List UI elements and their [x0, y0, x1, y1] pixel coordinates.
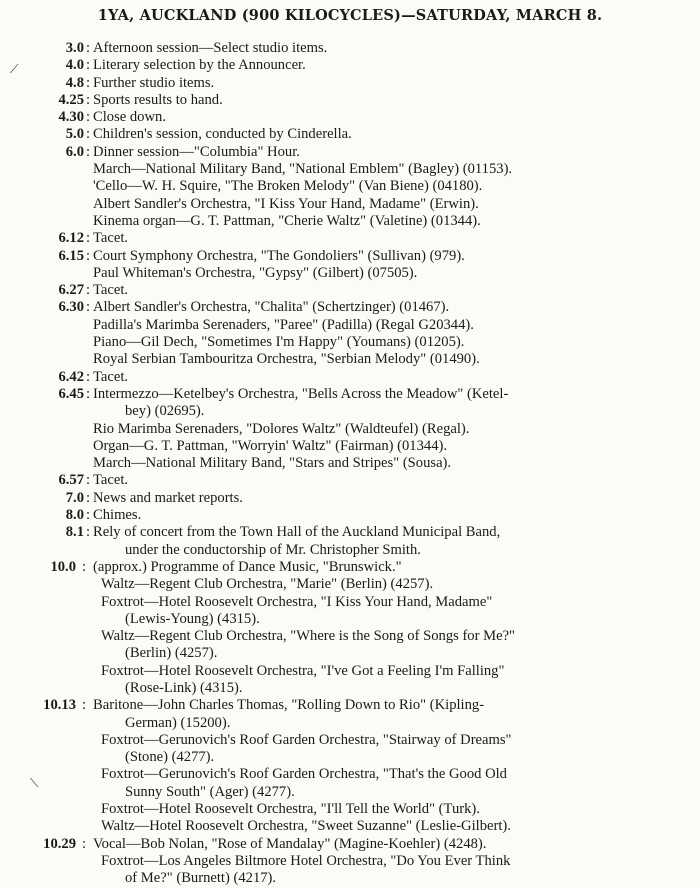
entry-text: Foxtrot—Gerunovich's Roof Garden Orchestra, "That's the Good Old: [101, 766, 507, 783]
time-separator: :: [85, 507, 91, 524]
schedule-continuation: [0, 421, 700, 438]
margin-mark: ⟍: [30, 776, 39, 790]
programme-heading: 1YA, AUCKLAND (900 KILOCYCLES)—SATURDAY, MARCH 8.: [97, 7, 603, 24]
schedule-continuation: [0, 628, 700, 645]
schedule-continuation: [0, 351, 700, 368]
entry-text: Dinner session—"Columbia" Hour.: [93, 143, 300, 160]
entry-time: 4.25: [58, 91, 84, 108]
entry-text: Organ—G. T. Pattman, "Worryin' Waltz" (Fairman) (01344).: [93, 437, 447, 454]
entry-text: Vocal—Bob Nolan, "Rose of Mandalay" (Magine-Koehler) (4248).: [93, 835, 487, 852]
entry-text: Foxtrot—Hotel Roosevelt Orchestra, "I'll Tell the World" (Turk).: [101, 801, 480, 818]
entry-time: 4.8: [65, 74, 84, 91]
time-separator: :: [85, 299, 91, 316]
entry-text: Tacet.: [93, 282, 129, 299]
programme-listing: [0, 40, 700, 888]
entry-text: News and market reports.: [93, 489, 243, 506]
schedule-entry: [0, 92, 700, 109]
entry-text: (Lewis-Young) (4315).: [125, 610, 260, 627]
entry-text: Tacet.: [93, 368, 129, 385]
schedule-continuation: [0, 196, 700, 213]
schedule-entry: [0, 472, 700, 489]
time-separator: :: [81, 697, 87, 714]
schedule-entry: [0, 507, 700, 524]
entry-text: Piano—Gil Dech, "Sometimes I'm Happy" (Youmans) (01205).: [93, 334, 465, 351]
entry-text: Chimes.: [93, 507, 142, 524]
schedule-continuation: [0, 161, 700, 178]
schedule-continuation: [0, 334, 700, 351]
schedule-entry: [0, 144, 700, 161]
schedule-entry: [0, 126, 700, 143]
entry-text: under the conductorship of Mr. Christopher Smith.: [125, 541, 421, 558]
entry-text: (Rose-Link) (4315).: [125, 679, 243, 696]
schedule-continuation: [0, 853, 700, 870]
entry-text: Albert Sandler's Orchestra, "I Kiss Your Hand, Madame" (Erwin).: [93, 195, 479, 212]
schedule-continuation: [0, 784, 700, 801]
schedule-continuation: [0, 749, 700, 766]
schedule-continuation: [0, 265, 700, 282]
entry-text: (approx.) Programme of Dance Music, "Brunswick.": [93, 558, 402, 575]
time-separator: :: [85, 489, 91, 506]
schedule-continuation: [0, 732, 700, 749]
time-separator: :: [85, 385, 91, 402]
entry-time: 6.57: [58, 472, 84, 489]
entry-text: Tacet.: [93, 472, 129, 489]
entry-text: Intermezzo—Ketelbey's Orchestra, "Bells Across the Meadow" (Ketel-: [93, 385, 509, 402]
entry-time: 8.0: [65, 507, 84, 524]
entry-time: 3.0: [65, 40, 84, 56]
schedule-entry: [0, 282, 700, 299]
entry-text: Waltz—Regent Club Orchestra, "Marie" (Berlin) (4257).: [101, 576, 434, 593]
schedule-continuation: [0, 576, 700, 593]
time-separator: :: [85, 109, 91, 126]
entry-text: German) (15200).: [125, 714, 231, 731]
entry-time: 6.30: [58, 299, 84, 316]
time-separator: :: [85, 91, 91, 108]
schedule-continuation: [0, 680, 700, 697]
entry-text: Close down.: [93, 109, 166, 126]
schedule-continuation: [0, 438, 700, 455]
time-separator: :: [85, 126, 91, 143]
entry-text: Paul Whiteman's Orchestra, "Gypsy" (Gilbert) (07505).: [93, 264, 418, 281]
schedule-continuation: [0, 403, 700, 420]
entry-text: Literary selection by the Announcer.: [93, 57, 306, 74]
time-separator: :: [85, 57, 91, 74]
schedule-entry: [0, 230, 700, 247]
entry-text: Kinema organ—G. T. Pattman, "Cherie Waltz" (Valetine) (01344).: [93, 212, 481, 229]
time-separator: :: [85, 524, 91, 541]
entry-text: Tacet.: [93, 230, 129, 247]
schedule-continuation: [0, 870, 700, 887]
entry-text: Baritone—John Charles Thomas, "Rolling Down to Rio" (Kipling-: [93, 697, 485, 714]
schedule-continuation: [0, 645, 700, 662]
entry-text: Children's session, conducted by Cinderella.: [93, 126, 352, 143]
entry-text: Sports results to hand.: [93, 91, 223, 108]
schedule-continuation: [0, 766, 700, 783]
entry-text: March—National Military Band, "National Emblem" (Bagley) (01153).: [93, 161, 513, 178]
entry-text: Waltz—Regent Club Orchestra, "Where is the Song of Songs for Me?": [101, 628, 515, 645]
time-separator: :: [85, 74, 91, 91]
schedule-continuation: [0, 611, 700, 628]
schedule-continuation: [0, 715, 700, 732]
entry-time: 4.30: [58, 109, 84, 126]
schedule-continuation: [0, 801, 700, 818]
entry-text: Foxtrot—Gerunovich's Roof Garden Orchestra, "Stairway of Dreams": [101, 731, 512, 748]
schedule-entry: [0, 490, 700, 507]
time-separator: :: [81, 835, 87, 852]
entry-time: 7.0: [65, 489, 84, 506]
time-separator: :: [85, 282, 91, 299]
entry-time: 10.29: [43, 835, 76, 852]
entry-text: Rio Marimba Serenaders, "Dolores Waltz" (Waldteufel) (Regal).: [93, 420, 470, 437]
entry-text: Foxtrot—Los Angeles Biltmore Hotel Orchestra, "Do You Ever Think: [101, 852, 511, 869]
schedule-entry: [0, 75, 700, 92]
schedule-continuation: [0, 178, 700, 195]
entry-time: 6.45: [58, 385, 84, 402]
time-separator: :: [81, 558, 87, 575]
time-separator: :: [85, 40, 91, 56]
time-separator: :: [85, 143, 91, 160]
entry-time: 4.0: [65, 57, 84, 74]
entry-text: (Berlin) (4257).: [125, 645, 218, 662]
entry-time: 6.0: [65, 143, 84, 160]
entry-time: 6.42: [58, 368, 84, 385]
margin-mark: ⟋: [10, 62, 19, 76]
entry-text: Further studio items.: [93, 74, 215, 91]
schedule-continuation: [0, 542, 700, 559]
entry-text: (Stone) (4277).: [125, 749, 215, 766]
schedule-entry: [0, 524, 700, 541]
entry-text: Foxtrot—Hotel Roosevelt Orchestra, "I Kiss Your Hand, Madame": [101, 593, 493, 610]
time-separator: :: [85, 230, 91, 247]
entry-time: 6.27: [58, 282, 84, 299]
schedule-entry: [0, 40, 700, 57]
entry-time: 6.15: [58, 247, 84, 264]
schedule-entry: [0, 248, 700, 265]
schedule-continuation: [0, 594, 700, 611]
schedule-entry: [0, 559, 700, 576]
schedule-entry: [0, 386, 700, 403]
schedule-continuation: [0, 317, 700, 334]
entry-text: Waltz—Hotel Roosevelt Orchestra, "Sweet Suzanne" (Leslie-Gilbert).: [101, 818, 511, 835]
entry-time: 5.0: [65, 126, 84, 143]
schedule-continuation: [0, 455, 700, 472]
entry-text: of Me?" (Burnett) (4217).: [125, 870, 277, 887]
entry-text: 'Cello—W. H. Squire, "The Broken Melody" (Van Biene) (04180).: [93, 178, 483, 195]
entry-text: Court Symphony Orchestra, "The Gondoliers" (Sullivan) (979).: [93, 247, 465, 264]
entry-text: bey) (02695).: [125, 403, 205, 420]
schedule-entry: [0, 836, 700, 853]
schedule-entry: [0, 109, 700, 126]
schedule-entry: [0, 369, 700, 386]
time-separator: :: [85, 472, 91, 489]
time-separator: :: [85, 368, 91, 385]
schedule-entry: [0, 57, 700, 74]
entry-text: Foxtrot—Hotel Roosevelt Orchestra, "I've Got a Feeling I'm Falling": [101, 662, 505, 679]
schedule-continuation: [0, 818, 700, 835]
entry-text: March—National Military Band, "Stars and Stripes" (Sousa).: [93, 455, 452, 472]
entry-text: Sunny South" (Ager) (4277).: [125, 783, 295, 800]
entry-time: 6.12: [58, 230, 84, 247]
entry-time: 10.0: [50, 558, 76, 575]
entry-text: Rely of concert from the Town Hall of the Auckland Municipal Band,: [93, 524, 501, 541]
schedule-continuation: [0, 213, 700, 230]
time-separator: :: [85, 247, 91, 264]
entry-text: Albert Sandler's Orchestra, "Chalita" (Schertzinger) (01467).: [93, 299, 450, 316]
schedule-entry: [0, 697, 700, 714]
schedule-entry: [0, 299, 700, 316]
entry-text: Afternoon session—Select studio items.: [93, 40, 328, 56]
entry-text: Padilla's Marimba Serenaders, "Paree" (Padilla) (Regal G20344).: [93, 316, 474, 333]
entry-time: 8.1: [65, 524, 84, 541]
entry-text: Royal Serbian Tambouritza Orchestra, "Serbian Melody" (01490).: [93, 351, 480, 368]
schedule-continuation: [0, 663, 700, 680]
entry-time: 10.13: [43, 697, 76, 714]
